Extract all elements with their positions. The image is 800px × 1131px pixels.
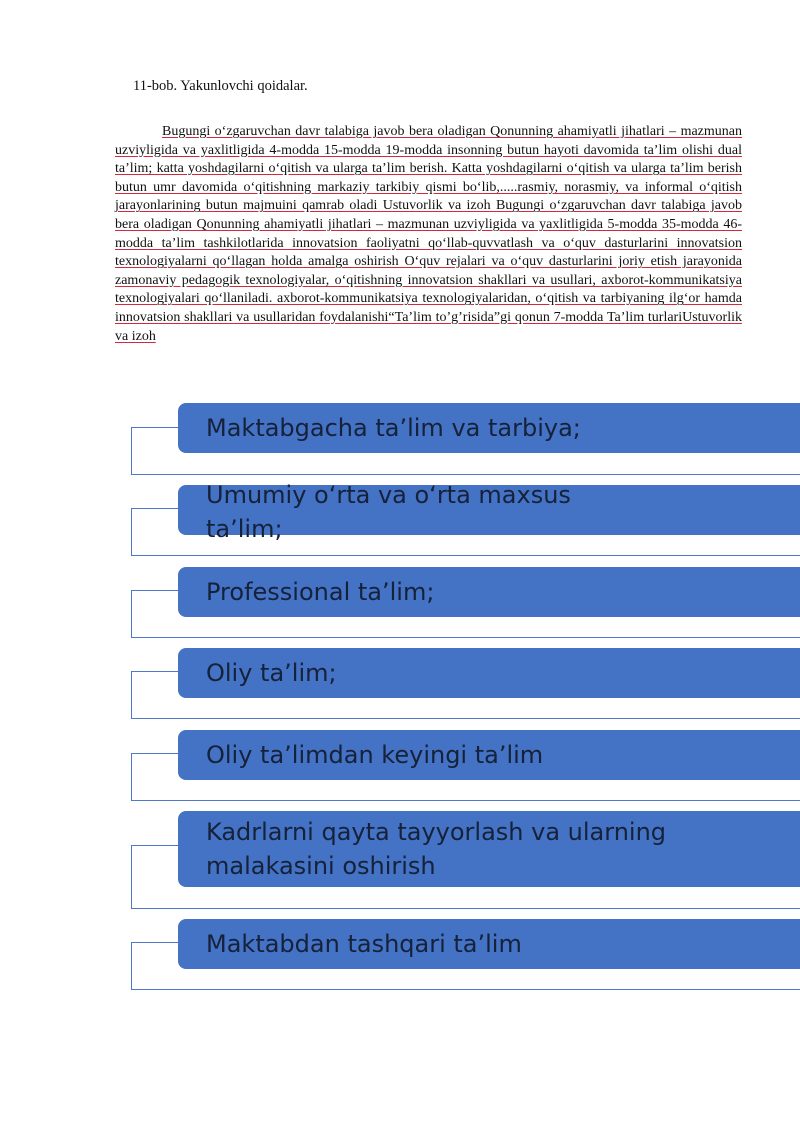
list-item <box>178 811 800 887</box>
list-item <box>178 403 800 453</box>
connector-line <box>131 942 177 943</box>
chapter-heading: 11-bob. Yakunlovchi qoidalar. <box>133 78 308 94</box>
connector-line <box>131 590 177 591</box>
connector-line <box>131 753 177 754</box>
connector-line <box>131 508 177 509</box>
connector-line <box>131 845 177 846</box>
paragraph-segment: 35-modda 46-modda ta’lim tashkilotlarida innovatsion faoliyatni qo‘llab-quvvatlash va o‘quv dasturlarini innovatsion texnologiyalarni qo‘llagan holda amalga oshirish <box>115 216 743 270</box>
connector-line <box>131 671 177 672</box>
list-item <box>178 648 800 698</box>
list-item-label: Oliy ta’lim; <box>206 659 337 687</box>
list-item-label: Maktabdan tashqari ta’lim <box>206 930 522 958</box>
paragraph-segment: dual ta’lim; katta yoshdagilarni o‘qitish va ularga ta’lim berish. Katta yoshdagilarni o‘qitish va ularga ta’lim berish butun umr davomida o‘qitishning markaziy tarkibiy qismi bo‘lib,.....rasmiy, norasmiy, va informal o‘qitish jarayonlarining butun majmuini qamrab oladi Ustuvorlik va izoh Bugungi o‘zgaruvchan davr talabiga javob bera oladigan Qonunning ahamiyatli jihatlari – mazmunan uzviyligida va yaxlitligida 5-modda <box>115 142 742 232</box>
connector-line <box>131 427 177 428</box>
list-item-label: Oliy ta’limdan keyingi ta’lim <box>206 741 544 769</box>
list-item <box>178 730 800 780</box>
list-item <box>178 481 800 543</box>
list-item-label: Professional ta’lim; <box>206 578 435 606</box>
paragraph-segment: Bugungi o‘zgaruvchan davr talabiga javob bera oladigan Qonunning ahamiyatli jihatlari – mazmunan uzviyligida va yaxlitligida 4-modda 15-modda 19-modda insonning butun hayoti davomida ta’lim olishi <box>115 124 742 158</box>
list-item-label: Kadrlarni qayta tayyorlash va ularning malakasini oshirish <box>206 818 667 880</box>
list-item <box>178 919 800 969</box>
paragraph-segment: O‘quv rejalari va o‘quv dasturlarini joriy etish jarayonida zamonaviy pedagogik texnologiyalar, o‘qitishning innovatsion shakllari va usullari, axborot-kommunikatsiya texnologiyalari qo‘llaniladi. axborot-kommunikatsiya texnologiyalaridan, o‘qitish va tarbiyaning ilg‘or hamda innovatsion shakllari va usullaridan foydalanishi“Ta’lim to’g’risida”gi qonun 7-modda Ta’lim turlariUstuvorlik va izoh <box>115 254 742 344</box>
list-item-label: Maktabgacha ta’lim va tarbiya; <box>206 414 581 442</box>
list-item <box>178 567 800 617</box>
list-item-label: Umumiy o‘rta va o‘rta maxsus ta’lim; <box>206 481 571 543</box>
